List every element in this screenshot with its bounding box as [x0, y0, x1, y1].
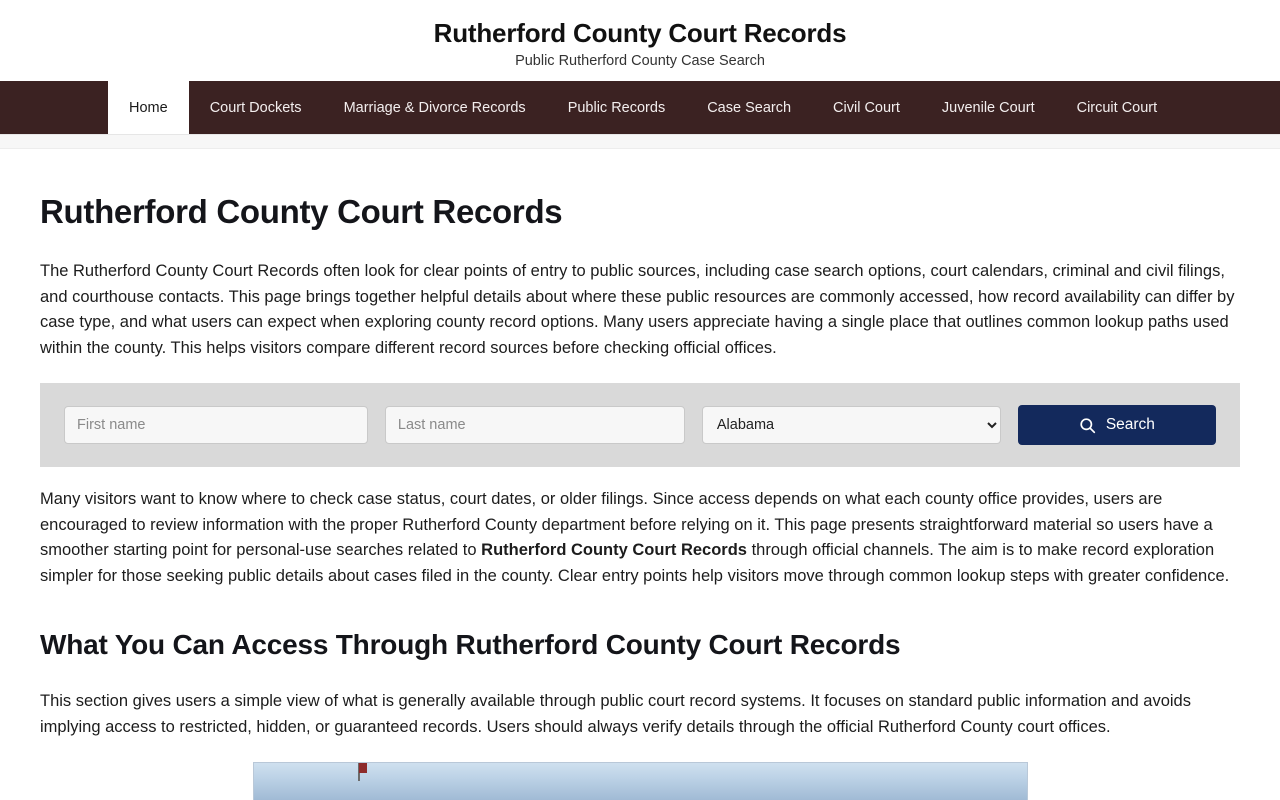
search-icon — [1079, 417, 1096, 434]
intro-paragraph: The Rutherford County Court Records often look for clear points of entry to public sources, including case search options, court calendars, criminal and civil filings, and courthouse contacts. This page brings together helpful details about where these public resources are commonly accessed, how record availability can differ by case type, and what users can expect when exploring county record options. Many users appreciate having a single place that outlines common lookup paths used within the county. This helps visitors compare different record sources before checking official offices. — [40, 262, 1235, 357]
search-button-label: Search — [1105, 416, 1155, 433]
second-paragraph-part2: through official channels. The aim is to make record exploration simpler for those seeking public details about cases filed in the county. Clear entry points help visitors move through common lookup steps with greater confidence. — [40, 541, 1230, 585]
nav-item-case-search[interactable]: Case Search — [707, 99, 792, 116]
main-heading: Rutherford County Court Records — [40, 193, 563, 230]
second-paragraph-part1: Many visitors want to know where to check case status, court dates, or older filings. Since access depends on what each county office provides, users are encouraged to review information with the proper Rutherford County department before relying on it. This page presents straightforward material so users have a smoother starting point for personal-use searches related to — [40, 490, 1213, 559]
search-button[interactable] — [1018, 405, 1216, 445]
main-content — [0, 193, 1280, 800]
first-name-input[interactable] — [64, 406, 368, 444]
site-header — [0, 0, 1280, 81]
site-subtitle: Public Rutherford County Case Search — [515, 53, 765, 69]
nav-item-juvenile-court[interactable]: Juvenile Court — [941, 99, 1035, 116]
nav-item-marriage-divorce-records[interactable]: Marriage & Divorce Records — [343, 99, 526, 116]
page-title: Rutherford County Court Records — [433, 18, 847, 48]
nav-item-public-records[interactable]: Public Records — [567, 99, 666, 116]
nav-underline — [0, 135, 1280, 149]
nav-item-home[interactable]: Home — [108, 81, 189, 134]
state-select[interactable] — [702, 406, 1001, 444]
nav-item-court-dockets[interactable]: Court Dockets — [209, 99, 302, 116]
last-name-input[interactable] — [385, 406, 685, 444]
section-paragraph: This section gives users a simple view of what is generally available through public court record systems. It focuses on standard public information and avoids implying access to restricted, hidden, or guaranteed records. Users should always verify details through the official Rutherford County court offices. — [40, 692, 1191, 736]
second-paragraph — [40, 487, 1240, 589]
flag-icon — [359, 762, 367, 773]
nav-item-civil-court[interactable]: Civil Court — [833, 99, 900, 116]
main-navigation — [0, 81, 1280, 135]
courthouse-image — [253, 762, 1028, 800]
search-panel — [40, 383, 1240, 467]
section-heading: What You Can Access Through Rutherford County Court Records — [40, 629, 901, 660]
nav-item-circuit-court[interactable]: Circuit Court — [1076, 99, 1158, 116]
second-paragraph-emphasis: Rutherford County Court Records — [481, 541, 747, 559]
